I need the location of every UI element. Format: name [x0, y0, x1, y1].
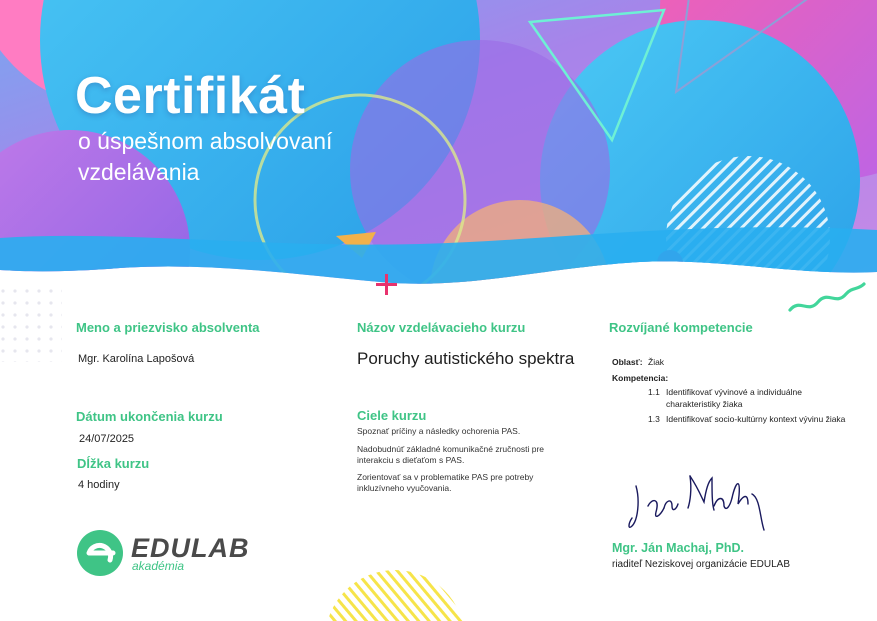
graduate-name: Mgr. Karolína Lapošová	[78, 353, 195, 365]
competence-text: Identifikovať vývinové a individuálne charakteristiky žiaka	[666, 387, 802, 409]
competences-label: Rozvíjané kompetencie	[609, 320, 753, 335]
goal-item: Nadobudnúť základné komunikačné zručnosti pre interakciu s dieťaťom s PAS.	[357, 444, 544, 465]
completion-date-label: Dátum ukončenia kurzu	[76, 409, 223, 424]
course-label: Názov vzdelávacieho kurzu	[357, 320, 526, 335]
certificate-title: Certifikát	[75, 67, 306, 125]
competence-number: 1.3	[648, 414, 660, 424]
signer-name: Mgr. Ján Machaj, PhD.	[612, 541, 744, 555]
goal-item: Spoznať príčiny a následky ochorenia PAS.	[357, 426, 521, 436]
completion-date-value: 24/07/2025	[79, 433, 135, 445]
competence-text: Identifikovať socio-kultúrny kontext vývinu žiaka	[666, 414, 846, 424]
signer-role: riaditeľ Neziskovej organizácie EDULAB	[612, 559, 790, 570]
competence-number: 1.1	[648, 387, 660, 397]
certificate-subtitle: o úspešnom absolvovaní vzdelávania	[78, 128, 333, 185]
area-label: Oblasť:	[612, 357, 643, 367]
course-name: Poruchy autistického spektra	[357, 349, 575, 368]
graduate-label: Meno a priezvisko absolventa	[76, 320, 260, 335]
competence-label: Kompetencia:	[612, 373, 669, 383]
goals-label: Ciele kurzu	[357, 408, 427, 423]
logo-brand: EDULAB	[131, 533, 250, 563]
logo-sub: akadémia	[132, 559, 185, 573]
duration-value: 4 hodiny	[78, 479, 120, 491]
goal-item: Zorientovať sa v problematike PAS pre potreby inkluzívneho vyučovania.	[357, 472, 534, 493]
duration-label: Dĺžka kurzu	[77, 456, 150, 471]
signature-scribble	[629, 476, 764, 530]
area-value: Žiak	[648, 357, 665, 367]
edulab-logo-mark	[77, 530, 123, 576]
